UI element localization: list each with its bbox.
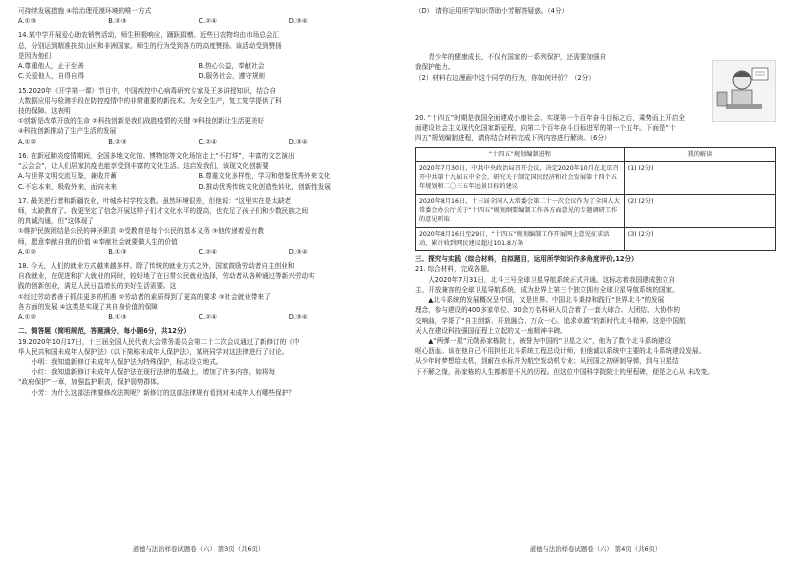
q16-line: “云会会”，让人们居家抗疫也能享受到丰富的文化生活。这启发我们，该现文化创新要 (18, 162, 269, 171)
table-cell: 2020年8月16日，十三届全国人大常委会第二十一次会议作为了全国人大常委会办公厅关于“十四五”规划纲要编制工作各方面意见的专题调研工作的意见听取 (416, 194, 625, 227)
option: A.尊重他人，止于至善 (18, 62, 84, 71)
option: D.③④ (288, 313, 308, 322)
q14-line: 是因为他们 (18, 51, 51, 60)
q17-line: 师，太缺教育了。我更坚定了信念开展这样子们才文化水平的提高，也充足了孩子们和少数民族之间 (18, 206, 309, 215)
q14-line: 总，分别运到精准扶贫山区和非洲国家。师生的行为受到各方的高度赞扬。该活动受到赞扬 (18, 41, 282, 50)
q21-heading: 21. 综合材料，完成各题。 (415, 265, 494, 274)
section-heading: 三、探究与实践（综合材料，自拟题目，运用所学知识作多角度评价,12分） (415, 255, 638, 264)
option: A.①③ (18, 17, 37, 26)
table-cell: 2020年8月16日至29日，“十四五”规划编制工作开展网上意见征求活动，累计收到网民建议超过101.8万条 (416, 227, 625, 251)
q19-line: 华人民共和国未成年人保护法》（以下简称未成年人保护法），某班同学对这法律进行了讨论。 (18, 347, 289, 356)
right-page (397, 0, 794, 561)
q15-line: 大数据应用与检测手段在防控疫情中的非常重要的新技术。为安全生产，复工复学提供了科 (18, 96, 282, 105)
option: C.不忘本来，吸收外来，面向未来 (18, 182, 118, 191)
q15-items: ④科技创新推动了生产生活的发展 (18, 127, 117, 136)
page-footer: 道德与法治样卷试题卷（六） 第3页（共6页） (132, 545, 265, 554)
q17-items: 师，愿意奉献自我的价值 ④奉献社会就要做人生的价值 (18, 237, 178, 246)
option: A.①② (18, 247, 37, 256)
option: D.③④ (288, 17, 308, 26)
table-row (416, 161, 776, 194)
table-header: “十四五”规划编制进程 (416, 147, 625, 161)
question-14 (18, 30, 379, 81)
option: B.热心公益，奉献社会 (198, 62, 265, 71)
student-reading-cartoon-icon (712, 60, 776, 122)
planning-table (415, 147, 776, 252)
q17-items: ①维护民族团结是公民的神圣职责 ②受教育是每个公民的基本义务 ③他传递着爱有教 (18, 227, 265, 236)
answer-cell[interactable]: (1) (2分) (624, 161, 775, 194)
question-18 (18, 261, 379, 322)
q18-line: 践的创新创业，满足人民日益增长的美好生活需要。这 (18, 282, 177, 291)
passage-line: 理念，参与建设的400多家单位、30余万名科研人员合着了一套大球合、大团结、大协作的 (415, 306, 680, 315)
q20-intro: 青少年的健康成长，不仅有国家的一系列保护，还需要加强自 (428, 53, 607, 62)
passage-line: ▲北斗系统的发展概况呈中国，又是世界。中国北斗秉持和践行“世界北斗”的发展 (428, 296, 665, 305)
q20-intro: 我保护能力。 (415, 63, 455, 72)
top-line: 可持续发展措施 ④给治理荒漠环境的唯一方式 (18, 7, 152, 15)
q20-line: 20. “十四五”时期是我国全面建成小康社会、实现第一个百年奋斗目标之后，乘势而上开启全 (415, 113, 685, 122)
passage-line: 天人在建设科技强国征程上立起的又一座精神丰碑。 (415, 326, 567, 335)
q15-line: 15.2020年《开学第一课》节目中，中国疾控中心病毒研究专家及王多讲授知识，结合自 (18, 86, 277, 95)
q15-line: 技的保障。这表明 (18, 106, 71, 115)
question-19 (18, 337, 379, 398)
dialogue-line: 小红：我知道新修订未成年人保护法在现行法律的基础上，增加了许多内容，如将每 (31, 368, 276, 377)
passage-line: 人2020年7月31日，北斗三号全球卫星导航系统正式开通。这标志着我国建成独立自 (428, 275, 676, 284)
question-17 (18, 196, 379, 257)
section-heading: 二、简答题（简明规范，答题满分，每小题6分，共12分） (18, 327, 191, 336)
option: A.①② (18, 137, 37, 146)
option: C.②④ (198, 313, 218, 322)
option: B.②③ (108, 137, 127, 146)
option: D.③④ (288, 137, 308, 146)
passage-line: 主、开放兼容的全球卫星导航系统，成为世界上第三个独立拥有全球卫星导航系统的国家。 (415, 285, 679, 294)
question-15 (18, 86, 379, 147)
answer-cell[interactable]: (2) (2分) (624, 194, 775, 227)
option: D.③④ (288, 247, 308, 256)
option: B.①③ (108, 313, 127, 322)
table-row (416, 194, 776, 227)
option: C.②④ (198, 137, 218, 146)
passage-line: 呕心沥血。该在他自己不用担任北斗系统工程总设计师，但他诚以系统中主要的北斗系统建设发展。 (415, 347, 706, 356)
option: A.①② (18, 313, 37, 322)
table-header: 我的解读 (624, 147, 775, 161)
option: D.服务社会，遵守规则 (198, 72, 266, 81)
table-row (416, 227, 776, 251)
top-options (18, 16, 379, 26)
q19-line: 19.2020年10月17日，十三届全国人民代表大会常务委员会第二十二次会议通过了新修订的《中 (18, 337, 300, 346)
q19-subquestion: （D） 请你运用所学知识帮助小芳解答疑惑。（4分） (415, 7, 569, 15)
option: B.①③ (108, 247, 127, 256)
table-cell: 2020年7月30日，中共中央政治局召开会议，决定2020年10月在北京召开中共第十九届五中全会，研究关于制定国民经济和社会发展第十四个五年规划和二〇三五年远景目标的建议 (416, 161, 625, 194)
q20-line: 面建设社会主义现代化国家新征程，向第二个百年奋斗目标进军的第一个五年。下面是“十 (415, 124, 676, 133)
answer-cell[interactable]: (3) (2分) (624, 227, 775, 251)
option: B.②③ (108, 17, 127, 26)
page-footer: 道德与法治样卷试题卷（六） 第4页（共6页） (529, 545, 662, 554)
q15-items: ①创新是改革开放的生命 ②科技创新是我们战胜疫情的关键 ③科技创新让生活更美好 (18, 117, 265, 126)
q20-line: 四五”规划编制进程，请你结合材料完成下列内容进行解读。（6分） (415, 134, 611, 143)
dialogue-line: 小明：我知道新修订未成年人保护法为特殊保护，标志设立地式。 (31, 358, 223, 366)
option: C.关爱他人，自得自得 (18, 72, 85, 81)
question-16 (18, 151, 379, 192)
option: D.推动优秀传统文化创造性转化，创新性发展 (198, 182, 331, 191)
reading-passage (415, 275, 776, 377)
q18-items: ①经过劳动者善于抓住更多的机遇 ②劳动者的素质得到了更高的要求 ③社会就业带来了 (18, 292, 271, 301)
q16-line: 16. 在新冠肺炎疫情期间，全国多地文化馆、博物馆等文化场馆走上“不打烊”，丰富的文艺演出 (18, 151, 295, 160)
option: C.②④ (198, 247, 218, 256)
dialogue-line: 小芳：为什么这部法律要修改法规呢？新修订的这部法律规有看到对未成年人有哪些保护？ (31, 388, 295, 397)
option: A.与世界文明交流互鉴，兼收并蓄 (18, 172, 117, 181)
option: B.尊重文化多样性，学习和借鉴优秀外来文化 (198, 172, 331, 181)
q14-line: 14.某中学开展爱心助农销售活动，师生积极响应，踊跃捐赠。近些日农物均由市场总会汇 (18, 31, 280, 40)
q18-line: 18. 今天，人们的就业方式越来越多样。除了传统的就业方式之外，国家鼓励劳动者自主创业和 (18, 262, 295, 271)
passage-line: ▲“两弹一星”元勋孙家栋院士，被誉为中国的“卫星之父”，他为了数个北斗系统建设 (428, 336, 672, 345)
q17-line: 17. 最美逆行者和新疆农业，叶城乡村学校支教。虽然环境很差，但他说：“这里实在是太缺老 (18, 196, 292, 205)
q17-line: 的真诚沟通，但”这体现了 (18, 217, 94, 226)
passage-line: 交响曲，学哥了“自主创新、开放融合、万众一心、追求卓越”的新时代北斗精神。这是中国航 (415, 316, 686, 325)
q18-items: 各方面的发展 ④这类是实现了其自身价值的保障 (18, 302, 158, 311)
q20-subquestion: （2）材料右边漫画中这个同学的行为，你如何评价？（2分） (415, 73, 595, 82)
passage-line: 从少年时梦想给太机，到耐在水标并为航空发动机专业；从回国之初研制导弹，到与卫星结 (415, 357, 679, 366)
dialogue-line: “政府保护”一章，加强监护职责，保护弱势群体。 (18, 378, 164, 387)
passage-line: 下不解之缘，孙家栋的人生都都是不凡的历程。但这位中国科学院院士的里程碑，便是之心从 未改变。 (415, 367, 714, 376)
q18-line: 自我就业，在促进和扩大就业的同时，较好地了在日常公民就业选择，劳动者从各种通过等新兴劳动实 (18, 272, 315, 281)
option: C.②④ (198, 17, 218, 26)
